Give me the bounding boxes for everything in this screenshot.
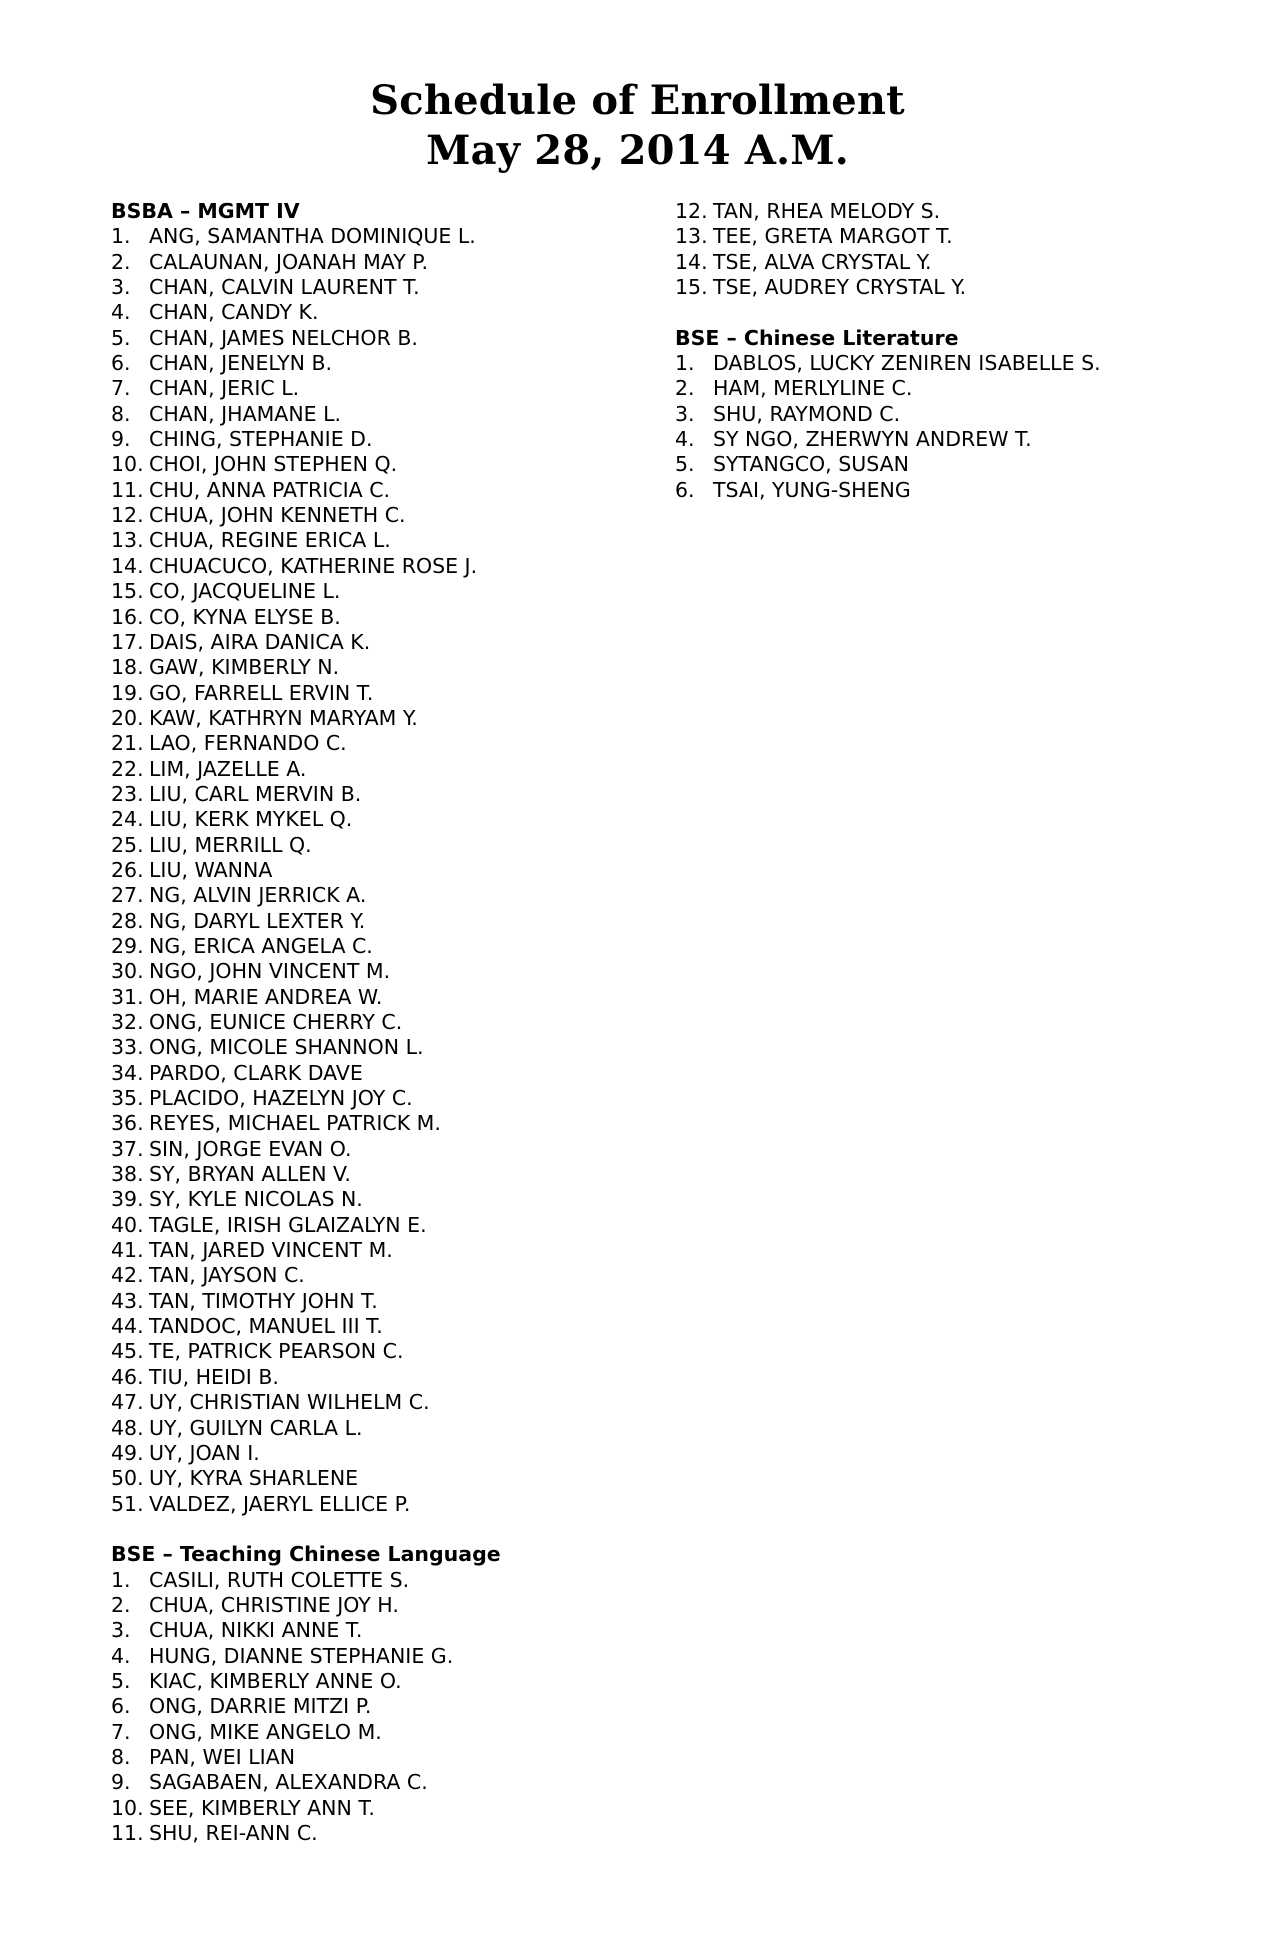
list-item	[111, 1796, 651, 1821]
list-item	[675, 199, 1235, 224]
student-name: CHUACUCO, KATHERINE ROSE J.	[149, 553, 478, 578]
list-item	[111, 1086, 651, 1111]
item-number: 1.	[675, 351, 695, 376]
list-item	[111, 1720, 651, 1745]
student-name: CHUA, REGINE ERICA L.	[149, 528, 391, 553]
student-name: SY NGO, ZHERWYN ANDREW T.	[713, 427, 1032, 452]
student-name: SEE, KIMBERLY ANN T.	[149, 1795, 375, 1820]
item-number: 14.	[675, 249, 708, 274]
section-bse-tcl	[111, 1542, 651, 1846]
student-name: PLACIDO, HAZELYN JOY C.	[149, 1086, 413, 1111]
item-number: 6.	[111, 1694, 131, 1719]
student-name: NGO, JOHN VINCENT M.	[149, 959, 391, 984]
student-name: CHING, STEPHANIE D.	[149, 427, 373, 452]
list-item	[111, 909, 651, 934]
student-name: TAN, JAYSON C.	[149, 1263, 305, 1288]
student-name: HUNG, DIANNE STEPHANIE G.	[149, 1643, 454, 1668]
student-name: TIU, HEIDI B.	[149, 1364, 279, 1389]
student-name: SIN, JORGE EVAN O.	[149, 1136, 352, 1161]
student-name: PARDO, CLARK DAVE	[149, 1060, 363, 1085]
student-name: UY, CHRISTIAN WILHELM C.	[149, 1390, 430, 1415]
list-item	[111, 1694, 651, 1719]
student-name: CHU, ANNA PATRICIA C.	[149, 477, 391, 502]
list-item	[111, 1568, 651, 1593]
list-item	[111, 883, 651, 908]
item-number: 15.	[675, 275, 708, 300]
item-number: 3.	[675, 401, 695, 426]
student-name: ONG, MICOLE SHANNON L.	[149, 1035, 424, 1060]
list-item	[111, 528, 651, 553]
student-name: LAO, FERNANDO C.	[149, 731, 347, 756]
list-item	[111, 326, 651, 351]
item-number: 3.	[111, 1618, 131, 1643]
list-item	[111, 478, 651, 503]
student-name: LIU, CARL MERVIN B.	[149, 781, 362, 806]
item-number: 48.	[111, 1415, 144, 1440]
student-name: KAW, KATHRYN MARYAM Y.	[149, 705, 418, 730]
item-number: 12.	[675, 199, 708, 223]
list-item	[111, 655, 651, 680]
student-name: CALAUNAN, JOANAH MAY P.	[149, 249, 428, 274]
list-item	[111, 1162, 651, 1187]
student-name: TE, PATRICK PEARSON C.	[149, 1339, 404, 1364]
list-item	[111, 934, 651, 959]
list-item	[111, 376, 651, 401]
item-number: 46.	[111, 1364, 144, 1389]
list-item	[111, 503, 651, 528]
item-number: 33.	[111, 1035, 144, 1060]
item-number: 1.	[111, 224, 131, 249]
section-spacer	[675, 300, 1235, 325]
section-bse-cl	[675, 326, 1235, 503]
student-name: SHU, RAYMOND C.	[713, 401, 901, 426]
student-name: ANG, SAMANTHA DOMINIQUE L.	[149, 224, 476, 249]
item-number: 29.	[111, 933, 144, 958]
item-number: 15.	[111, 579, 144, 604]
list-item	[675, 376, 1235, 401]
item-number: 34.	[111, 1060, 144, 1085]
item-number: 5.	[675, 452, 695, 477]
item-number: 19.	[111, 680, 144, 705]
student-name: CHUA, NIKKI ANNE T.	[149, 1618, 363, 1643]
student-name: CHUA, JOHN KENNETH C.	[149, 503, 406, 528]
list-item	[111, 1365, 651, 1390]
list-item	[111, 1770, 651, 1795]
item-number: 16.	[111, 604, 144, 629]
list-item	[111, 985, 651, 1010]
item-number: 11.	[111, 477, 144, 502]
list-item	[111, 959, 651, 984]
item-number: 18.	[111, 655, 144, 680]
section-spacer	[111, 1517, 651, 1542]
list-item	[111, 807, 651, 832]
item-number: 4.	[111, 1643, 131, 1668]
list-item	[675, 250, 1235, 275]
student-name: CHAN, JHAMANE L.	[149, 401, 342, 426]
student-name: CHOI, JOHN STEPHEN Q.	[149, 452, 398, 477]
student-name: CHAN, JAMES NELCHOR B.	[149, 325, 418, 350]
section-heading: BSE – Teaching Chinese Language	[111, 1542, 501, 1567]
item-number: 44.	[111, 1314, 144, 1339]
item-number: 10.	[111, 1795, 144, 1820]
item-number: 12.	[111, 503, 144, 528]
list-item	[111, 1111, 651, 1136]
item-number: 35.	[111, 1086, 144, 1111]
student-name: OH, MARIE ANDREA W.	[149, 984, 383, 1009]
list-item	[111, 706, 651, 731]
list-item	[111, 833, 651, 858]
right-column	[675, 199, 1235, 503]
item-number: 21.	[111, 731, 144, 756]
item-number: 2.	[675, 376, 695, 401]
section-heading: BSE – Chinese Literature	[675, 325, 959, 350]
list-item	[111, 351, 651, 376]
student-name: UY, KYRA SHARLENE	[149, 1466, 359, 1491]
list-item	[111, 858, 651, 883]
item-number: 45.	[111, 1339, 144, 1364]
student-name: SY, BRYAN ALLEN V.	[149, 1162, 351, 1187]
student-name: SY, KYLE NICOLAS N.	[149, 1187, 363, 1212]
list-item	[111, 1618, 651, 1643]
list-item	[111, 1492, 651, 1517]
list-item	[111, 757, 651, 782]
left-column	[111, 199, 651, 1846]
list-item	[111, 427, 651, 452]
list-item	[111, 1289, 651, 1314]
item-number: 31.	[111, 984, 144, 1009]
item-number: 26.	[111, 857, 144, 882]
item-number: 42.	[111, 1263, 144, 1288]
item-number: 7.	[111, 376, 131, 401]
student-name: TSE, AUDREY CRYSTAL Y.	[713, 275, 967, 300]
student-name: TEE, GRETA MARGOT T.	[713, 224, 953, 249]
student-name: NG, DARYL LEXTER Y.	[149, 908, 366, 933]
item-number: 38.	[111, 1162, 144, 1187]
student-name: ONG, MIKE ANGELO M.	[149, 1719, 382, 1744]
item-number: 13.	[675, 224, 708, 249]
student-name: TAN, RHEA MELODY S.	[713, 199, 941, 223]
list-item	[111, 250, 651, 275]
item-number: 4.	[675, 427, 695, 452]
item-number: 25.	[111, 832, 144, 857]
list-item	[111, 1187, 651, 1212]
student-name: PAN, WEI LIAN	[149, 1744, 296, 1769]
list-item	[111, 554, 651, 579]
student-name: VALDEZ, JAERYL ELLICE P.	[149, 1491, 411, 1516]
item-number: 8.	[111, 1744, 131, 1769]
list-item	[111, 275, 651, 300]
student-name: NG, ALVIN JERRICK A.	[149, 883, 367, 908]
item-number: 27.	[111, 883, 144, 908]
item-number: 36.	[111, 1111, 144, 1136]
item-number: 30.	[111, 959, 144, 984]
list-item	[111, 1466, 651, 1491]
list-item	[675, 224, 1235, 249]
list-item	[675, 452, 1235, 477]
item-number: 17.	[111, 629, 144, 654]
student-name: UY, GUILYN CARLA L.	[149, 1415, 363, 1440]
list-item	[111, 1821, 651, 1846]
student-name: NG, ERICA ANGELA C.	[149, 933, 373, 958]
item-number: 51.	[111, 1491, 144, 1516]
title-line-1: Schedule of Enrollment	[370, 77, 905, 124]
list-item	[111, 402, 651, 427]
student-name: HAM, MERLYLINE C.	[713, 376, 913, 401]
student-name: TAN, TIMOTHY JOHN T.	[149, 1288, 378, 1313]
student-name: CASILI, RUTH COLETTE S.	[149, 1567, 410, 1592]
item-number: 41.	[111, 1238, 144, 1263]
item-number: 2.	[111, 249, 131, 274]
list-item	[111, 1314, 651, 1339]
item-number: 37.	[111, 1136, 144, 1161]
student-name: ONG, DARRIE MITZI P.	[149, 1694, 372, 1719]
student-name: KIAC, KIMBERLY ANNE O.	[149, 1668, 402, 1693]
section-bsba	[111, 199, 651, 1517]
list-item	[675, 478, 1235, 503]
list-item	[111, 731, 651, 756]
list-item	[111, 1441, 651, 1466]
item-number: 20.	[111, 705, 144, 730]
list-item	[111, 1669, 651, 1694]
student-name: CHUA, CHRISTINE JOY H.	[149, 1592, 399, 1617]
student-name: TAGLE, IRISH GLAIZALYN E.	[149, 1212, 427, 1237]
list-item	[111, 1644, 651, 1669]
item-number: 4.	[111, 300, 131, 325]
item-number: 43.	[111, 1288, 144, 1313]
item-number: 1.	[111, 1567, 131, 1592]
student-name: CO, KYNA ELYSE B.	[149, 604, 341, 629]
list-item	[111, 681, 651, 706]
item-number: 6.	[111, 351, 131, 376]
item-number: 47.	[111, 1390, 144, 1415]
list-item	[675, 275, 1235, 300]
item-number: 49.	[111, 1440, 144, 1465]
student-name: CHAN, CANDY K.	[149, 300, 319, 325]
student-name: CO, JACQUELINE L.	[149, 579, 341, 604]
item-number: 8.	[111, 401, 131, 426]
item-number: 22.	[111, 756, 144, 781]
title-line-2: May 28, 2014 A.M.	[426, 127, 849, 174]
student-name: SAGABAEN, ALEXANDRA C.	[149, 1770, 428, 1795]
item-number: 28.	[111, 908, 144, 933]
student-name: CHAN, CALVIN LAURENT T.	[149, 275, 420, 300]
list-item	[111, 1745, 651, 1770]
item-number: 9.	[111, 427, 131, 452]
section-bse-tcl	[675, 199, 1235, 300]
list-item	[111, 1339, 651, 1364]
student-name: LIU, MERRILL Q.	[149, 832, 312, 857]
list-item	[111, 1010, 651, 1035]
item-number: 39.	[111, 1187, 144, 1212]
item-number: 7.	[111, 1719, 131, 1744]
student-name: GAW, KIMBERLY N.	[149, 655, 340, 680]
list-item	[111, 1263, 651, 1288]
student-name: DAIS, AIRA DANICA K.	[149, 629, 371, 654]
student-name: GO, FARRELL ERVIN T.	[149, 680, 374, 705]
item-number: 10.	[111, 452, 144, 477]
student-name: DABLOS, LUCKY ZENIREN ISABELLE S.	[713, 351, 1101, 376]
student-name: LIU, WANNA	[149, 857, 273, 882]
list-item	[111, 782, 651, 807]
list-item	[111, 1061, 651, 1086]
list-item	[111, 630, 651, 655]
student-name: LIU, KERK MYKEL Q.	[149, 807, 353, 832]
list-item	[111, 1035, 651, 1060]
item-number: 5.	[111, 325, 131, 350]
list-item	[111, 1238, 651, 1263]
student-name: SYTANGCO, SUSAN	[713, 452, 909, 477]
student-name: TAN, JARED VINCENT M.	[149, 1238, 393, 1263]
student-name: REYES, MICHAEL PATRICK M.	[149, 1111, 441, 1136]
student-name: UY, JOAN I.	[149, 1440, 260, 1465]
list-item	[675, 427, 1235, 452]
student-name: CHAN, JENELYN B.	[149, 351, 333, 376]
list-item	[111, 1390, 651, 1415]
item-number: 24.	[111, 807, 144, 832]
student-name: ONG, EUNICE CHERRY C.	[149, 1010, 403, 1034]
list-item	[111, 452, 651, 477]
item-number: 9.	[111, 1770, 131, 1795]
item-number: 32.	[111, 1010, 144, 1034]
item-number: 2.	[111, 1592, 131, 1617]
list-item	[111, 224, 651, 249]
list-item	[111, 605, 651, 630]
student-name: TSAI, YUNG-SHENG	[713, 477, 911, 502]
list-item	[111, 1137, 651, 1162]
list-item	[111, 1593, 651, 1618]
student-name: TSE, ALVA CRYSTAL Y.	[713, 249, 932, 274]
list-item	[675, 351, 1235, 376]
item-number: 13.	[111, 528, 144, 553]
item-number: 23.	[111, 781, 144, 806]
list-item	[111, 579, 651, 604]
student-name: CHAN, JERIC L.	[149, 376, 300, 401]
item-number: 50.	[111, 1466, 144, 1491]
item-number: 6.	[675, 477, 695, 502]
student-name: LIM, JAZELLE A.	[149, 756, 307, 781]
list-item	[111, 300, 651, 325]
document-title	[0, 76, 1275, 176]
item-number: 14.	[111, 553, 144, 578]
student-name: SHU, REI-ANN C.	[149, 1821, 318, 1845]
item-number: 11.	[111, 1821, 144, 1845]
item-number: 40.	[111, 1212, 144, 1237]
list-item	[111, 1213, 651, 1238]
student-name: TANDOC, MANUEL III T.	[149, 1314, 383, 1339]
list-item	[111, 1416, 651, 1441]
item-number: 3.	[111, 275, 131, 300]
section-heading: BSBA – MGMT IV	[111, 199, 300, 223]
item-number: 5.	[111, 1668, 131, 1693]
list-item	[675, 402, 1235, 427]
